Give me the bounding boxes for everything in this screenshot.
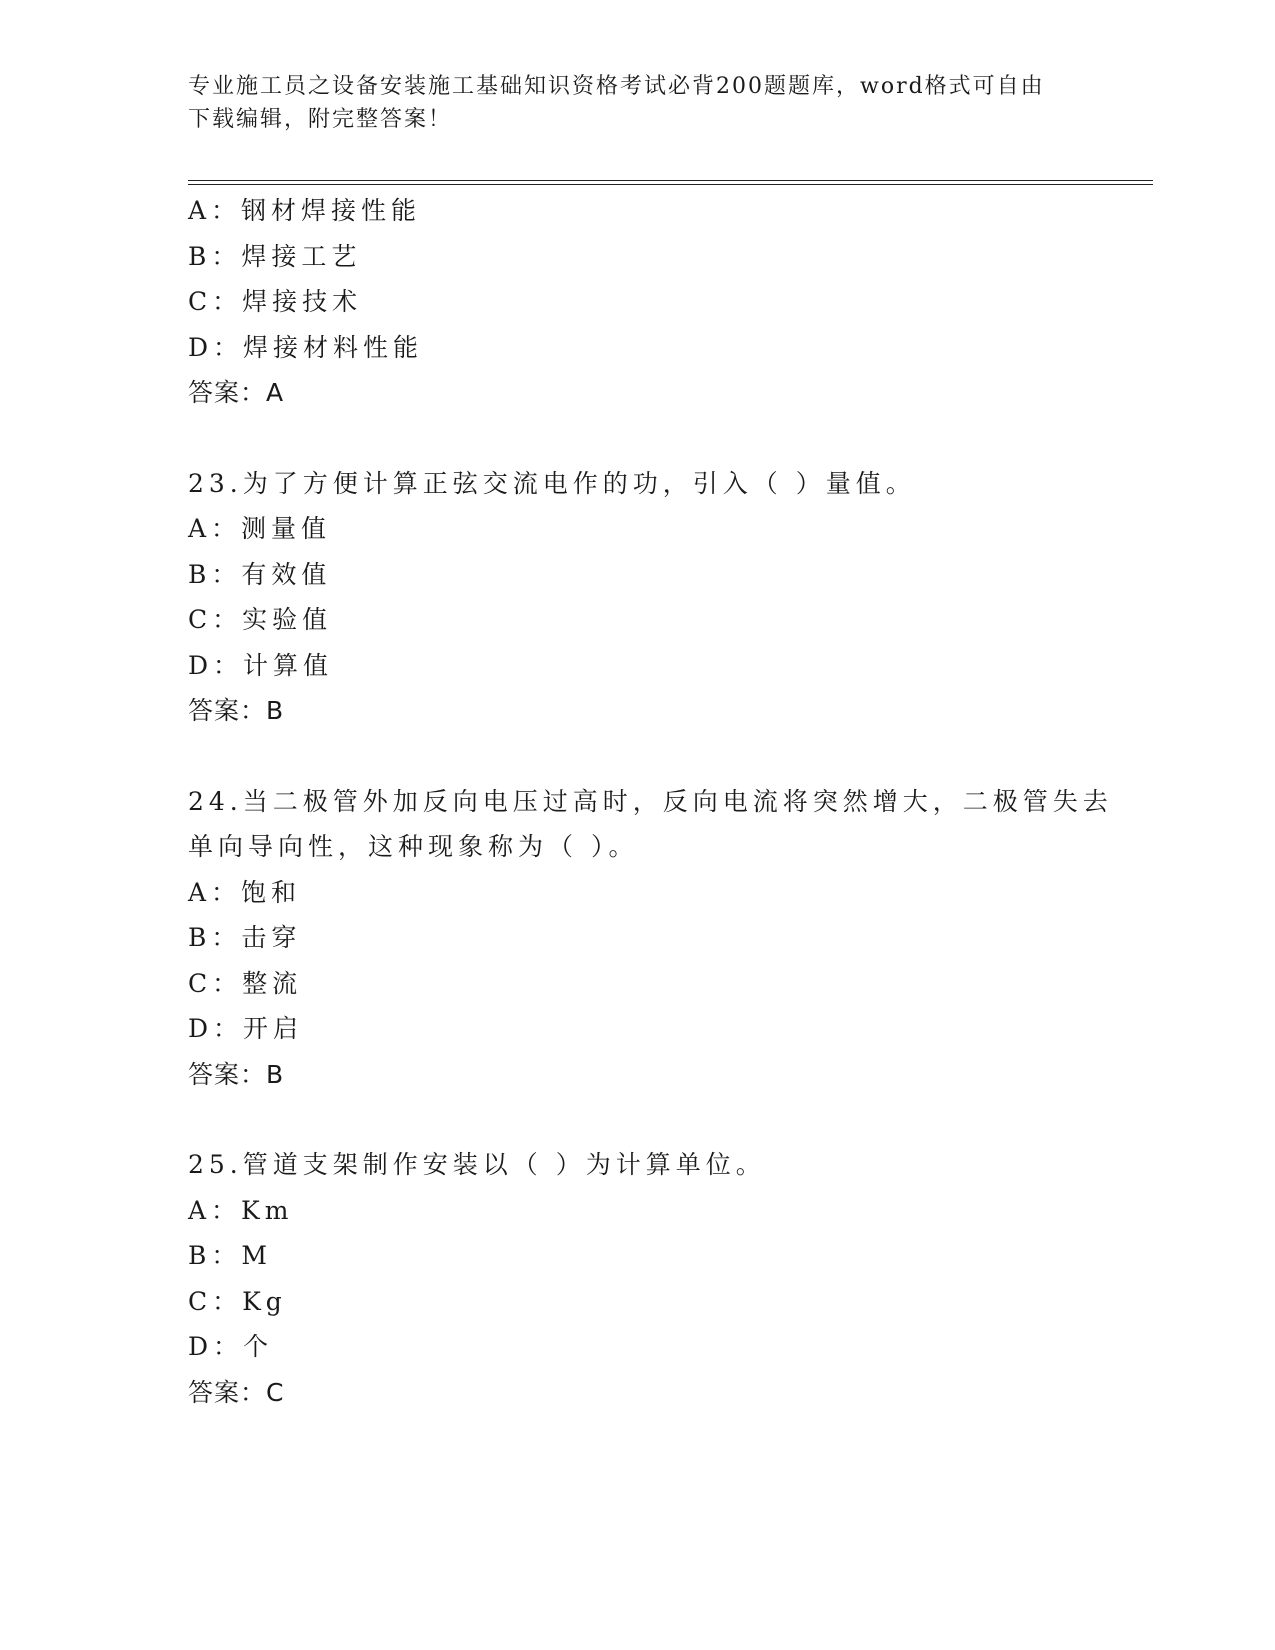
option-d: D：焊接材料性能 bbox=[188, 332, 424, 362]
question-spacer bbox=[188, 734, 1088, 779]
question-spacer bbox=[188, 416, 1088, 461]
option-b: B：焊接工艺 bbox=[188, 241, 362, 271]
question-text: 23.为了方便计算正弦交流电作的功，引入（ ）量值。 bbox=[188, 468, 916, 498]
header-divider-bottom bbox=[188, 184, 1153, 185]
option-c: C：Kg bbox=[188, 1286, 287, 1316]
answer-line: 答案：B bbox=[188, 1059, 285, 1089]
question-25 bbox=[188, 1142, 1088, 1415]
option-c: C：实验值 bbox=[188, 605, 333, 634]
question-text-line-2: 单向导向性，这种现象称为（ ）。 bbox=[188, 832, 639, 861]
question-text: 25.管道支架制作安装以（ ）为计算单位。 bbox=[188, 1150, 766, 1179]
option-a: A：饱和 bbox=[188, 877, 302, 907]
option-d: D：个 bbox=[188, 1332, 274, 1361]
option-a: A：Km bbox=[188, 1195, 294, 1225]
option-d: D：开启 bbox=[188, 1014, 304, 1043]
header-line-2: 下载编辑，附完整答案！ bbox=[188, 107, 453, 132]
option-a: A：钢材焊接性能 bbox=[188, 196, 422, 225]
question-23 bbox=[188, 461, 1088, 734]
header-divider-top bbox=[188, 180, 1153, 181]
question-list bbox=[188, 188, 1113, 1415]
answer-line: 答案：B bbox=[188, 696, 285, 725]
question-spacer bbox=[188, 1097, 1088, 1142]
answer-line: 答案：C bbox=[188, 1377, 285, 1407]
option-a: A：测量值 bbox=[188, 514, 332, 543]
question-24 bbox=[188, 779, 1113, 1098]
document-header bbox=[188, 70, 1088, 136]
question-22-continued bbox=[188, 188, 1088, 416]
option-b: B：M bbox=[188, 1241, 272, 1270]
header-line-1: 专业施工员之设备安装施工基础知识资格考试必背200题题库，word格式可自由 bbox=[188, 74, 1045, 99]
option-c: C：整流 bbox=[188, 968, 303, 998]
option-b: B：有效值 bbox=[188, 559, 332, 589]
question-text-line-1: 24.当二极管外加反向电压过高时，反向电流将突然增大，二极管失去 bbox=[188, 786, 1113, 816]
answer-line: 答案：A bbox=[188, 378, 285, 407]
option-c: C：焊接技术 bbox=[188, 287, 363, 316]
option-b: B：击穿 bbox=[188, 923, 302, 952]
option-d: D：计算值 bbox=[188, 650, 334, 680]
